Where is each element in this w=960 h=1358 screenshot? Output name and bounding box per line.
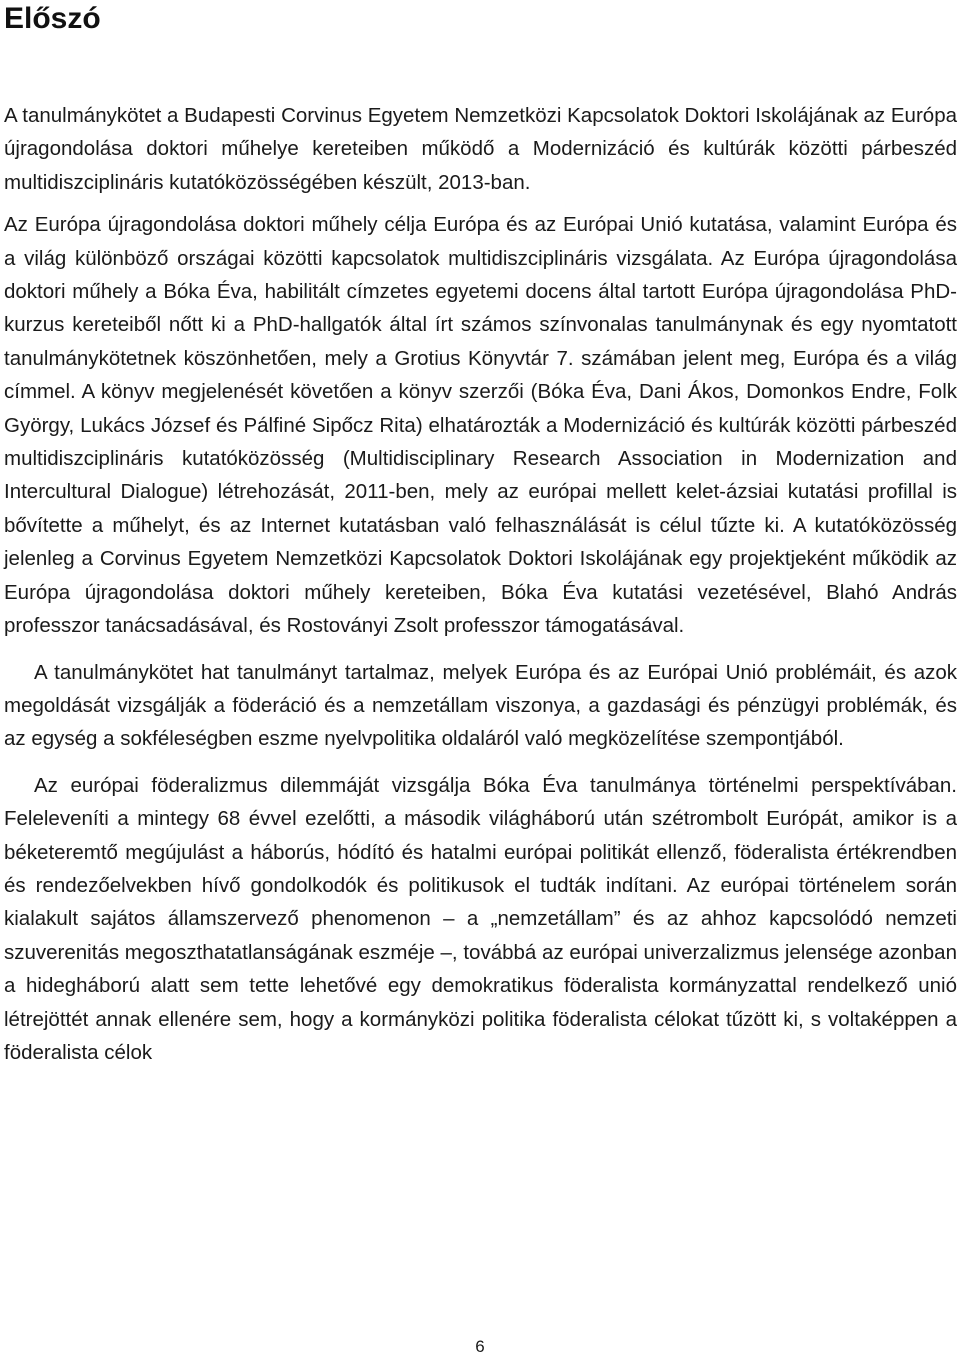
paragraph-1: A tanulmánykötet a Budapesti Corvinus Egyetem Nemzetközi Kapcsolatok Doktori Iskolájának az Európa újragondolása doktori műhelye kereteiben működő a Modernizáció és kultúrák közötti párbeszéd multidiszciplináris kutatóközösségében készült, 2013-ban. xyxy=(4,104,957,194)
page-title: Előszó xyxy=(4,2,101,35)
page-number: 6 xyxy=(475,1337,485,1356)
paragraph-3: A tanulmánykötet hat tanulmányt tartalmaz, melyek Európa és az Európai Unió problémáit, és azok megoldását vizsgálják a föderáció és a nemzetállam viszonya, a gazdasági és pénzügyi problémák, és az egység a sokféleségben eszme nyelvpolitika oldaláról való megközelítése szempontjából. xyxy=(4,660,957,751)
paragraph-4: Az európai föderalizmus dilemmáját vizsgálja Bóka Éva tanulmánya történelmi perspektívában. Feleleveníti a mintegy 68 évvel ezelőtti, a második világháború után szétrombolt Európát, amikor is a béketeremtő megújulást a háborús, hódító és hatalmi európai politikát ellenző, föderalista értékrendben és rendezőelvekben hívő gondolkodók és politikusok el tudták indítani. Az európai történelem során kialakult sajátos államszervező phenomenon – a „nemzetállam” és az ahhoz kapcsolódó nemzeti szuverenitás megoszthatatlanságának eszméje –, továbbá az európai univerzalizmus jelensége azonban a hidegháború alatt sem tette lehetővé egy demokratikus föderalista kormányzattal rendelkező unió létrejöttét annak ellenére sem, hogy a kormányközi politika föderalista célokat tűzött ki, s voltaképpen a föderalista célok xyxy=(4,773,957,1064)
paragraph-2: Az Európa újragondolása doktori műhely célja Európa és az Európai Unió kutatása, valamint Európa és a világ különböző országai közötti kapcsolatok multidiszciplináris vizsgálata. Az Európa újragondolása doktori műhely a Bóka Éva, habilitált címzetes egyetemi docens által tartott Európa újragondolása PhD-kurzus kereteiből nőtt ki a PhD-hallgatók által írt számos színvonalas tanulmánynak és egy nyomtatott tanulmánykötetnek köszönhetően, mely a Grotius Könyvtár 7. számában jelent meg, Európa és a világ címmel. A könyv megjelenését követően a könyv szerzői (Bóka Éva, Dani Ákos, Domonkos Endre, Folk György, Lukács József és Pálfiné Sipőcz Rita) elhatározták a Modernizáció és kultúrák közötti párbeszéd multidiszciplináris kutatóközösség (Multidisciplinary Research Association in Modernization and Intercultural Dialogue) létrehozását, 2011-ben, mely az európai mellett kelet-ázsiai kutatási profillal is bővítette a műhelyt, és az Internet kutatásban való felhasználását is célul tűzte ki. A kutatóközösség jelenleg a Corvinus Egyetem Nemzetközi Kapcsolatok Doktori Iskolájának egy projektjeként működik az Európa újragondolása doktori műhely kereteiben, Bóka Éva kutatási vezetésével, Blahó András professzor tanácsadásával, és Rostoványi Zsolt professzor támogatásával. xyxy=(4,213,957,638)
document-page xyxy=(4,0,957,1069)
